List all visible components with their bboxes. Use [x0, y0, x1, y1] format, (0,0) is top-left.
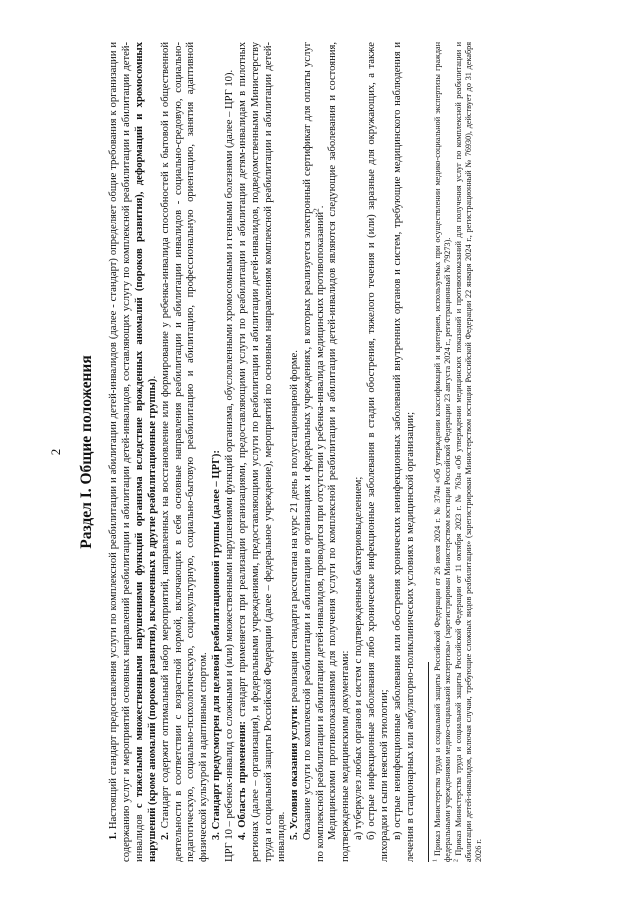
footnote-ref-2: 2 — [310, 208, 320, 212]
paragraph-2-text: Стандарт содержит оптимальный набор мероприятий, направленных на восстановление или формирование у ребенка-инвалида способностей к бытовой и общественной деятельности в соответствии с возрастной нормой, включающих в себя основные направления реабилитации и абилитации инвалидов - социально-средовую, социально-педагогическую, социально-психологическую, социокультурную, социально-бытовую реабилитацию и абилитацию, профессиональную ориентацию, занятия адаптивной физической культурой и адаптивным спортом. — [159, 42, 210, 862]
paragraph-1-number: 1. — [108, 832, 119, 840]
paragraph-5 — [289, 42, 302, 862]
paragraph-3-heading-text: 3. Стандарт предусмотрен для целевой реабилитационной группы (далее – ЦРГ): — [211, 450, 223, 840]
paragraph-4-text: стандарт применяется при реализации организациями, предоставляющими услуги по реабилитации и абилитации детям-инвалидам в пилотных регионах (далее – организация), и федеральными учреждениями, предоставляющими услуги по реабилитации и абилитации детей-инвалидов, подведомственными Министерству труда и социальной защиты Российской Федерации (далее – федеральное учреждение), мероприятий по основным направлениям комплексной реабилитации и абилитации детей-инвалидов. — [237, 41, 287, 862]
paragraph-2-number: 2. — [159, 832, 171, 840]
footnote-2-number: 2 — [453, 859, 460, 862]
footnote-1-text: Приказ Министерства труда и социальной защиты Российской Федерации от 26 июля 2024 г. № 374н «Об утверждении классификаций и критериев, используемых при осуществлении медико-социальной экспертизы граждан федеральными учреждениями медико-социальной экспертизы» (зарегистрирован Министерством юстиции Российской Федерации 23 августа 2024 г., регистрационный № 79273). — [432, 42, 452, 862]
paragraph-1-bold-text: с тяжелыми множественными нарушениями функций организма вследствие врожденных аномалий (пороков развития), деформаций и хромосомных нарушений (кроме аномалий (пороков развития), включенных в другие реабилитационные группы) — [133, 42, 158, 862]
page-number: 2 — [48, 448, 63, 456]
paragraph-5-text: реализация стандарта рассчитана на курс 21 день в полустационарной форме. — [288, 350, 300, 705]
paragraph-3-text: ЦРГ 10 – ребенок-инвалид со сложными и (или) множественными нарушениями функций организма, обусловленными хромосомными и генными болезнями (далее – ЦРГ 10). — [224, 69, 236, 862]
paragraph-3-heading — [211, 42, 224, 862]
paragraph-2 — [160, 42, 212, 862]
paragraph-4 — [237, 42, 289, 862]
section-title: Раздел I. Общие положения — [78, 355, 95, 549]
paragraph-6-text-end: . — [314, 205, 326, 209]
list-item-b: б) острые инфекционные заболевания либо хронические инфекционные заболевания в стадии обострения, тяжелого течения и (или) заразные для окружающих, а также лихорадки и сыпи неясной этиологии; — [366, 42, 391, 862]
footnote-1-number: 1 — [432, 859, 439, 862]
paragraph-6-text: Оказание услуги по комплексной реабилитации и абилитации в организациях и федеральных учреждениях, в которых реализуется электронный сертификат для оплаты услуг по комплексной реабилитации и абилитации детей-инвалидов, проводится при отсутствии у ребенка-инвалида медицинских противопоказаний — [301, 42, 326, 862]
footnote-2-text: Приказ Министерства труда и социальной защиты Российской Федерации от 11 октября 2023 г. № 763н «Об утверждении медицинских показаний и противопоказаний для получения услуг по комплексной реабилитации и абилитации детей-инвалидов, включая случаи, требующие сложных видов реабилитации» (зарегистрирован Министерством юстиции Российской Федерации 22 января 2024 г., регистрационный № 76930), действует до 31 декабря 2026 г. — [453, 42, 483, 862]
paragraph-4-heading: 4. Область применения: — [237, 721, 249, 840]
footnote-2 — [454, 42, 484, 862]
document-page — [40, 22, 600, 882]
paragraph-6 — [302, 42, 328, 862]
paragraph-5-heading: 5. Условия оказания услуги: — [288, 704, 300, 840]
document-body — [108, 42, 418, 862]
paragraph-1-text-a: Настоящий стандарт предоставления услуги по комплексной реабилитации и абилитации детей-инвалидов (далее - стандарт) определяет общие требования к организации и содержанию услуг и мероприятий основных направлений реабилитации и абилитации детей-инвалидов, составляющих услугу по комплексной реабилитации и абилитации детей-инвалидов — [108, 42, 145, 862]
footnotes — [428, 42, 484, 862]
footnote-1 — [433, 42, 453, 862]
paragraph-1-text-c: . — [146, 375, 158, 379]
list-item-c: в) острые неинфекционные заболевания или обострения хронических неинфекционных заболеваний внутренних органов и систем, требующие медицинского наблюдения и лечения в стационарных или амбулаторно-поликлинических условиях в медицинской организации; — [391, 42, 416, 862]
paragraph-1 — [108, 42, 160, 862]
footnote-divider — [428, 662, 429, 862]
list-item-a: а) туберкулез любых органов и систем с подтвержденным бактериовыделением; — [353, 476, 365, 840]
paragraph-7: Медицинскими противопоказаниями для получения услуги по комплексной реабилитации и абилитации детей-инвалидов являются следующие заболевания и состояния, подтвержденные медицинскими документами: — [327, 42, 352, 862]
